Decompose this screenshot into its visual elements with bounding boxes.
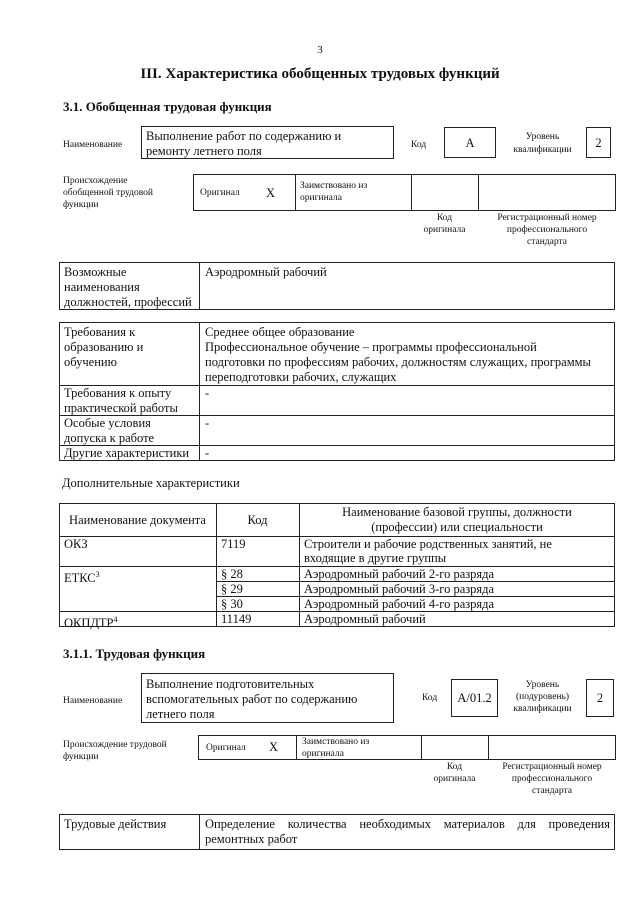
- func-original-mark: X: [269, 740, 279, 754]
- level-label: квалификации: [513, 145, 572, 155]
- origin-label: обобщенной трудовой: [63, 188, 153, 198]
- okz-name: входящие в другие группы: [304, 551, 447, 565]
- okpdtr-label: ОКПДТР: [64, 616, 114, 631]
- education-value: Профессиональное обучение – программы профессиональной: [205, 340, 537, 354]
- additional-heading: Дополнительные характеристики: [62, 476, 240, 490]
- actions-value: ремонтных работ: [205, 832, 298, 846]
- func-reg-number-caption: Регистрационный номер: [502, 762, 602, 772]
- name-label: Наименование: [63, 140, 123, 150]
- level-value-box: [586, 127, 611, 158]
- func-name-value-box: [141, 673, 394, 723]
- func-origin-label: функции: [63, 752, 99, 762]
- col-header-code: Код: [247, 513, 268, 527]
- func-name-value-line: Выполнение подготовительных: [146, 677, 315, 691]
- special-conditions-value: -: [205, 416, 210, 430]
- borrowed-label: Заимствовано из: [300, 181, 368, 191]
- func-original-label: Оригинал: [206, 743, 246, 753]
- func-original-code-caption: Код: [446, 762, 463, 772]
- page-title: III. Характеристика обобщенных трудовых функций: [140, 66, 500, 82]
- func-code-value: A/01.2: [457, 691, 492, 705]
- special-conditions-label: допуска к работе: [64, 431, 155, 445]
- borrowed-label: оригинала: [300, 193, 342, 203]
- col-header-name: (профессии) или специальности: [371, 520, 543, 534]
- func-origin-label: Происхождение трудовой: [63, 740, 167, 750]
- special-conditions-label: Особые условия: [64, 416, 151, 430]
- col-header-name: Наименование базовой группы, должности: [342, 505, 572, 519]
- etks-name: Аэродромный рабочий 4-го разряда: [304, 597, 495, 611]
- experience-value: -: [205, 386, 210, 400]
- positions-label: наименования: [64, 280, 140, 294]
- func-reg-number-caption: стандарта: [532, 786, 572, 796]
- okz-doc: ОКЗ: [64, 537, 88, 551]
- etks-code: § 30: [221, 597, 243, 611]
- func-name-value-line: летнего поля: [146, 707, 215, 721]
- code-label: Код: [411, 140, 427, 150]
- other-characteristics-value: -: [205, 446, 210, 460]
- level-label: Уровень: [525, 132, 560, 142]
- func-borrowed-label: Заимствовано из: [302, 737, 370, 747]
- original-label: Оригинал: [200, 188, 240, 198]
- education-value: подготовки по профессиям рабочих, должностям служащих, программы: [205, 355, 591, 369]
- func-code-label: Код: [422, 693, 438, 703]
- original-code-caption: оригинала: [423, 225, 466, 235]
- education-value: Среднее общее образование: [205, 325, 355, 339]
- name-value-line: Выполнение работ по содержанию и: [146, 129, 342, 143]
- code-value-box: [444, 127, 496, 158]
- name-value-line: ремонту летнего поля: [146, 144, 262, 158]
- education-label: Требования к: [64, 325, 136, 339]
- name-value-box: [141, 126, 394, 159]
- func-reg-number-caption: профессионального: [511, 774, 593, 784]
- original-mark: X: [266, 186, 276, 200]
- col-header-document: Наименование документа: [69, 513, 206, 527]
- etks-doc: [60, 567, 100, 586]
- func-borrowed-label: оригинала: [302, 749, 344, 759]
- education-value: переподготовки рабочих, служащих: [205, 370, 397, 384]
- origin-table: [193, 174, 616, 211]
- reg-number-caption: профессионального: [506, 225, 588, 235]
- section-heading: 3.1. Обобщенная трудовая функция: [63, 99, 272, 114]
- okpdtr-doc: [60, 612, 118, 631]
- func-name-value-line: вспомогательных работ по содержанию: [146, 692, 358, 706]
- func-level-label: Уровень: [525, 680, 560, 690]
- experience-label: практической работы: [64, 401, 178, 415]
- okpdtr-name: Аэродромный рабочий: [304, 612, 426, 626]
- okz-name: Строители и рабочие родственных занятий, не: [304, 537, 552, 551]
- origin-label: функции: [63, 200, 99, 210]
- positions-label: Возможные: [64, 265, 127, 279]
- level-value: 2: [595, 136, 602, 150]
- etks-label: ЕТКС: [64, 571, 96, 586]
- etks-name: Аэродромный рабочий 3-го разряда: [304, 582, 495, 596]
- okpdtr-code: 11149: [221, 612, 252, 626]
- func-origin-table: [198, 735, 616, 760]
- other-characteristics-label: Другие характеристики: [64, 446, 190, 460]
- page-number: 3: [317, 44, 323, 56]
- okpdtr-footnote: 4: [113, 615, 118, 624]
- func-level-label: квалификации: [513, 704, 572, 714]
- reg-number-caption: стандарта: [527, 237, 567, 247]
- okz-code: 7119: [221, 537, 246, 551]
- etks-code: § 28: [221, 567, 243, 581]
- actions-label: Трудовые действия: [64, 817, 167, 831]
- func-level-value-box: [586, 679, 614, 717]
- func-code-value-box: [451, 679, 498, 717]
- func-level-value: 2: [596, 691, 604, 705]
- positions-value: Аэродромный рабочий: [205, 265, 327, 279]
- origin-label: Происхождение: [63, 176, 128, 186]
- education-label: образованию и: [64, 340, 144, 354]
- etks-code: § 29: [221, 582, 243, 596]
- positions-label: должностей, профессий: [64, 295, 192, 309]
- subsection-heading: 3.1.1. Трудовая функция: [63, 646, 206, 661]
- original-code-caption: Код: [436, 213, 453, 223]
- func-original-code-caption: оригинала: [433, 774, 476, 784]
- func-level-label: (подуровень): [515, 692, 570, 702]
- education-label: обучению: [64, 355, 117, 369]
- func-name-label: Наименование: [63, 696, 123, 706]
- actions-value: Определение количества необходимых материалов для проведения: [205, 817, 610, 831]
- code-value: A: [465, 136, 475, 150]
- experience-label: Требования к опыту: [64, 386, 172, 400]
- etks-name: Аэродромный рабочий 2-го разряда: [304, 567, 495, 581]
- etks-footnote: 3: [95, 570, 100, 579]
- reg-number-caption: Регистрационный номер: [497, 213, 597, 223]
